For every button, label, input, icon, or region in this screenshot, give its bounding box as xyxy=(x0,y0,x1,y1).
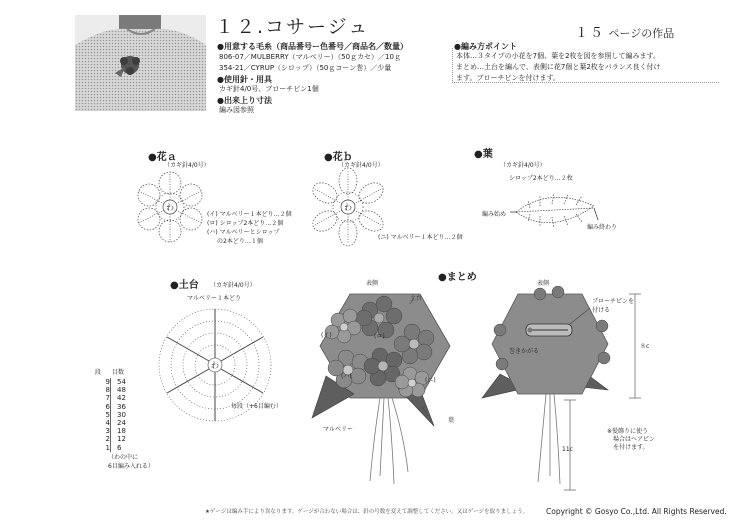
assembly-flower-ha: (ハ) xyxy=(341,373,352,380)
assembly-front-illustration xyxy=(310,286,460,486)
leaf-hook: （カギ針4/0号） xyxy=(500,162,546,169)
assembly-pin-label-2: 付ける xyxy=(592,307,611,314)
assembly-base-label: 土台 xyxy=(410,295,423,302)
leaf-yarn: シロップ2本どり…２枚 xyxy=(509,175,573,182)
page-title: １２.コサージュ xyxy=(215,16,370,38)
table-row: 8 48 xyxy=(96,386,135,394)
flower-b-hook: （カギ針4/0号） xyxy=(338,162,384,169)
page-number: １５ xyxy=(575,26,606,41)
product-photo xyxy=(75,15,206,111)
base-table-head-stitches: 目数 xyxy=(112,369,125,376)
base-table xyxy=(96,378,135,452)
assembly-flower-i: (イ) xyxy=(321,332,332,339)
assembly-back-label: 表側 xyxy=(537,280,550,287)
assembly-back-illustration xyxy=(480,286,620,486)
photo-illustration xyxy=(75,15,206,111)
base-center: わ xyxy=(211,361,219,370)
page-suffix: ページの作品 xyxy=(608,27,675,40)
flower-a-title: ●花ａ xyxy=(148,152,177,163)
assembly-note-2: 場合はヘアピン xyxy=(613,436,655,443)
base-increase-note: 毎段（+6目編む） xyxy=(231,403,282,410)
base-ring-note-1: （わの中に xyxy=(108,454,139,461)
flower-a-legend-2: (ロ) シロップ2本どり…２個 xyxy=(207,220,284,227)
page-reference xyxy=(575,22,674,41)
leaf-title: ●葉 xyxy=(474,149,493,160)
flower-a-chart xyxy=(130,167,210,247)
copyright: Copyright © Gosyo Co.,Ltd. All Rights Reserved. xyxy=(546,507,727,516)
table-row: 5 30 xyxy=(96,411,135,419)
points-line-3: ます。ブローチピンを付けます。 xyxy=(456,74,560,82)
assembly-pin-label-1: ブローチピンを xyxy=(592,298,635,305)
assembly-flower-ni: (ニ) xyxy=(425,377,436,384)
table-row: 4 24 xyxy=(96,419,135,427)
leaf-end: 編み終わり xyxy=(587,224,618,231)
assembly-note-3: を付けます。 xyxy=(613,444,649,451)
points-line-2: まとめ…土台を編んで、表側に花7個と葉2枚をバランス良く付け xyxy=(456,63,661,71)
dimension-lines xyxy=(625,290,645,490)
size-text: 編み図参照 xyxy=(219,106,254,114)
assembly-title: ●まとめ xyxy=(438,272,477,283)
table-row: 2 12 xyxy=(96,435,135,443)
flower-b-chart xyxy=(308,167,388,247)
flower-b-title: ●花ｂ xyxy=(324,152,353,163)
assembly-leaf-label: 葉 xyxy=(448,417,455,424)
dimension-8: ８c xyxy=(640,343,650,350)
flower-a-hook: （カギ針4/0号） xyxy=(164,162,210,169)
tools-text: カギ針4/0号、ブローチピン1個 xyxy=(219,85,319,93)
table-row: 1 6 xyxy=(96,444,135,452)
points-line-1: 本体…３タイプの小花を7個、葉を2枚を図を参照して編みます。 xyxy=(456,52,660,60)
table-row: 7 42 xyxy=(96,394,135,402)
assembly-wrap-label: 巻きかがる xyxy=(509,348,540,355)
flower-b-center: わ xyxy=(344,203,352,212)
base-ring-note-2: 6目編み入れる） xyxy=(108,463,154,470)
flower-a-legend-1: (イ) マルベリー１本どり…２個 xyxy=(207,211,292,218)
size-heading: ●出来上り寸法 xyxy=(217,96,272,105)
base-hook: （カギ針4/0号） xyxy=(210,282,256,289)
leaf-start: 編み始め xyxy=(482,211,507,218)
table-row: 9 54 xyxy=(96,378,135,386)
flower-b-legend: (ニ) マルベリー１本どり…２個 xyxy=(378,234,463,241)
yarn-line-1: 806-07／MULBERRY（マルベリー）（50ｇカセ）／10ｇ xyxy=(219,53,401,61)
dimension-11: 11c xyxy=(562,446,573,453)
flower-a-legend-4: の2本どり…１個 xyxy=(217,238,263,245)
points-heading: ●編み方ポイント xyxy=(454,42,517,51)
base-yarn: マルベリー１本どり xyxy=(187,295,242,302)
assembly-mulberry-label: マルベリー xyxy=(323,426,354,433)
footer-note: ★ゲージは編み手により異なります。ゲージが合わない場合は、針の号数を変えて調整してください。又はゲージを取りましょう。 xyxy=(205,509,529,515)
dimension-line-11 xyxy=(560,398,580,492)
flower-a-legend-3: (ハ) マルベリーとシロップ xyxy=(207,229,280,236)
assembly-note-1: ※髪飾りに使う xyxy=(607,428,649,435)
table-row: 3 18 xyxy=(96,427,135,435)
assembly-flower-ro: (ロ) xyxy=(374,333,385,340)
base-table-head-rows: 段 xyxy=(95,369,102,376)
yarn-line-2: 354-21／CYRUP（シロップ）（50ｇコーン巻）／少量 xyxy=(219,64,392,72)
assembly-front-label: 表側 xyxy=(366,280,379,287)
tools-heading: ●使用針・用具 xyxy=(217,75,272,84)
base-title: ●土台 xyxy=(170,280,199,291)
flower-a-center: わ xyxy=(166,203,174,212)
table-row: 6 36 xyxy=(96,403,135,411)
points-text xyxy=(456,51,718,84)
yarn-heading: ●用意する毛糸（商品番号ー色番号／商品名／数量） xyxy=(217,42,408,51)
